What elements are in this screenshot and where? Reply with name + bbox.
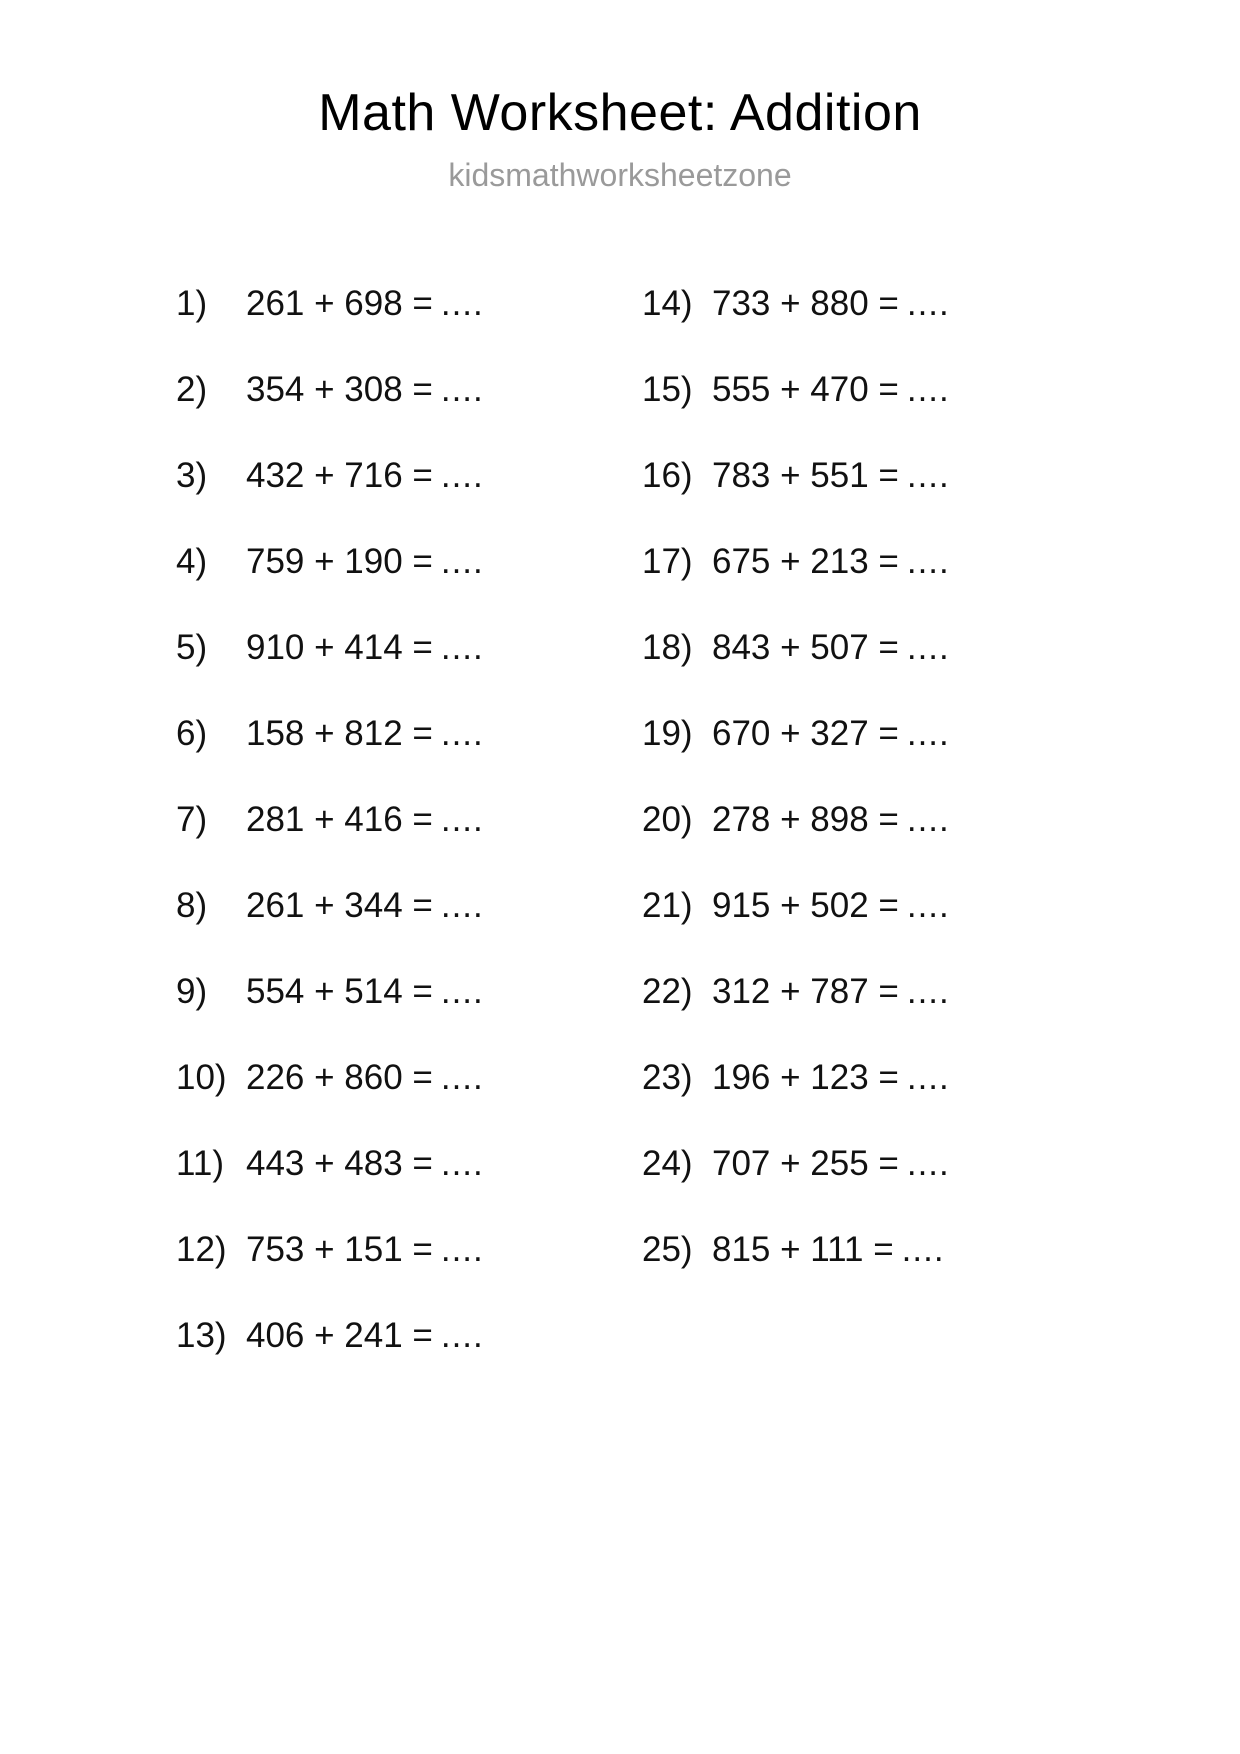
problem-item: [642, 1146, 1022, 1232]
problem-number: 14): [642, 284, 693, 324]
problem-item: [176, 1232, 556, 1318]
problem-number: 1): [176, 284, 208, 324]
problem-expression: 196 + 123 =: [712, 1058, 899, 1098]
problem-expression: 815 + 111 =: [712, 1230, 894, 1270]
problem-number: 10): [176, 1058, 227, 1098]
problem-expression: 226 + 860 =: [246, 1058, 433, 1098]
problem-number: 16): [642, 456, 693, 496]
answer-blank[interactable]: ....: [440, 628, 484, 668]
problem-item: [642, 1232, 1022, 1318]
answer-blank[interactable]: ....: [906, 886, 950, 926]
problem-expression: 158 + 812 =: [246, 714, 433, 754]
answer-blank[interactable]: ....: [901, 1230, 945, 1270]
problem-expression: 707 + 255 =: [712, 1144, 899, 1184]
problem-item: [176, 544, 556, 630]
problem-number: 3): [176, 456, 208, 496]
problem-item: [642, 888, 1022, 974]
answer-blank[interactable]: ....: [906, 800, 950, 840]
answer-blank[interactable]: ....: [440, 1058, 484, 1098]
answer-blank[interactable]: ....: [906, 714, 950, 754]
problem-number: 7): [176, 800, 208, 840]
problem-column-right: [642, 286, 1022, 1404]
answer-blank[interactable]: ....: [440, 1144, 484, 1184]
problem-expression: 910 + 414 =: [246, 628, 433, 668]
problem-expression: 312 + 787 =: [712, 972, 899, 1012]
problem-item: [642, 458, 1022, 544]
problem-expression: 843 + 507 =: [712, 628, 899, 668]
problem-number: 2): [176, 370, 208, 410]
problem-expression: 915 + 502 =: [712, 886, 899, 926]
problem-number: 11): [176, 1144, 224, 1184]
problem-expression: 278 + 898 =: [712, 800, 899, 840]
page-title: Math Worksheet: Addition: [318, 84, 922, 142]
problem-item: [176, 630, 556, 716]
problem-item: [176, 802, 556, 888]
answer-blank[interactable]: ....: [440, 886, 484, 926]
problem-number: 25): [642, 1230, 693, 1270]
problem-item: [642, 802, 1022, 888]
problem-expression: 554 + 514 =: [246, 972, 433, 1012]
answer-blank[interactable]: ....: [440, 456, 484, 496]
answer-blank[interactable]: ....: [440, 1316, 484, 1356]
problem-number: 9): [176, 972, 208, 1012]
answer-blank[interactable]: ....: [440, 800, 484, 840]
problem-expression: 753 + 151 =: [246, 1230, 433, 1270]
problem-number: 18): [642, 628, 693, 668]
answer-blank[interactable]: ....: [906, 284, 950, 324]
problem-item: [176, 1146, 556, 1232]
problem-expression: 443 + 483 =: [246, 1144, 433, 1184]
problem-item: [176, 1060, 556, 1146]
problem-number: 13): [176, 1316, 227, 1356]
problem-column-left: [176, 286, 556, 1404]
problem-expression: 670 + 327 =: [712, 714, 899, 754]
problem-item: [176, 286, 556, 372]
problem-item: [642, 286, 1022, 372]
answer-blank[interactable]: ....: [906, 628, 950, 668]
problem-number: 19): [642, 714, 693, 754]
problem-expression: 261 + 344 =: [246, 886, 433, 926]
answer-blank[interactable]: ....: [906, 370, 950, 410]
problem-item: [642, 630, 1022, 716]
answer-blank[interactable]: ....: [906, 1058, 950, 1098]
problem-item: [642, 1060, 1022, 1146]
answer-blank[interactable]: ....: [906, 456, 950, 496]
problem-number: 17): [642, 542, 693, 582]
problem-number: 21): [642, 886, 693, 926]
problem-item: [642, 974, 1022, 1060]
problem-number: 4): [176, 542, 208, 582]
problem-item: [642, 544, 1022, 630]
problem-number: 23): [642, 1058, 693, 1098]
problem-item: [642, 716, 1022, 802]
problem-number: 12): [176, 1230, 227, 1270]
answer-blank[interactable]: ....: [906, 972, 950, 1012]
problem-columns: [0, 286, 1240, 1404]
problem-expression: 675 + 213 =: [712, 542, 899, 582]
problem-item: [642, 372, 1022, 458]
problem-item: [176, 974, 556, 1060]
problem-number: 24): [642, 1144, 693, 1184]
answer-blank[interactable]: ....: [440, 284, 484, 324]
problem-number: 6): [176, 714, 208, 754]
problem-expression: 432 + 716 =: [246, 456, 433, 496]
page-subtitle: kidsmathworksheetzone: [448, 156, 792, 193]
problem-item: [176, 716, 556, 802]
answer-blank[interactable]: ....: [440, 714, 484, 754]
problem-item: [176, 1318, 556, 1404]
problem-number: 8): [176, 886, 208, 926]
problem-expression: 261 + 698 =: [246, 284, 433, 324]
problem-expression: 281 + 416 =: [246, 800, 433, 840]
answer-blank[interactable]: ....: [440, 370, 484, 410]
problem-number: 5): [176, 628, 208, 668]
problem-expression: 354 + 308 =: [246, 370, 433, 410]
problem-expression: 406 + 241 =: [246, 1316, 433, 1356]
answer-blank[interactable]: ....: [906, 542, 950, 582]
problem-item: [176, 372, 556, 458]
problem-item: [176, 458, 556, 544]
problem-expression: 733 + 880 =: [712, 284, 899, 324]
problem-expression: 783 + 551 =: [712, 456, 899, 496]
problem-expression: 759 + 190 =: [246, 542, 433, 582]
problem-number: 15): [642, 370, 693, 410]
answer-blank[interactable]: ....: [440, 542, 484, 582]
problem-expression: 555 + 470 =: [712, 370, 899, 410]
answer-blank[interactable]: ....: [440, 1230, 484, 1270]
problem-number: 20): [642, 800, 693, 840]
problem-item: [176, 888, 556, 974]
problem-number: 22): [642, 972, 693, 1012]
answer-blank[interactable]: ....: [906, 1144, 950, 1184]
answer-blank[interactable]: ....: [440, 972, 484, 1012]
